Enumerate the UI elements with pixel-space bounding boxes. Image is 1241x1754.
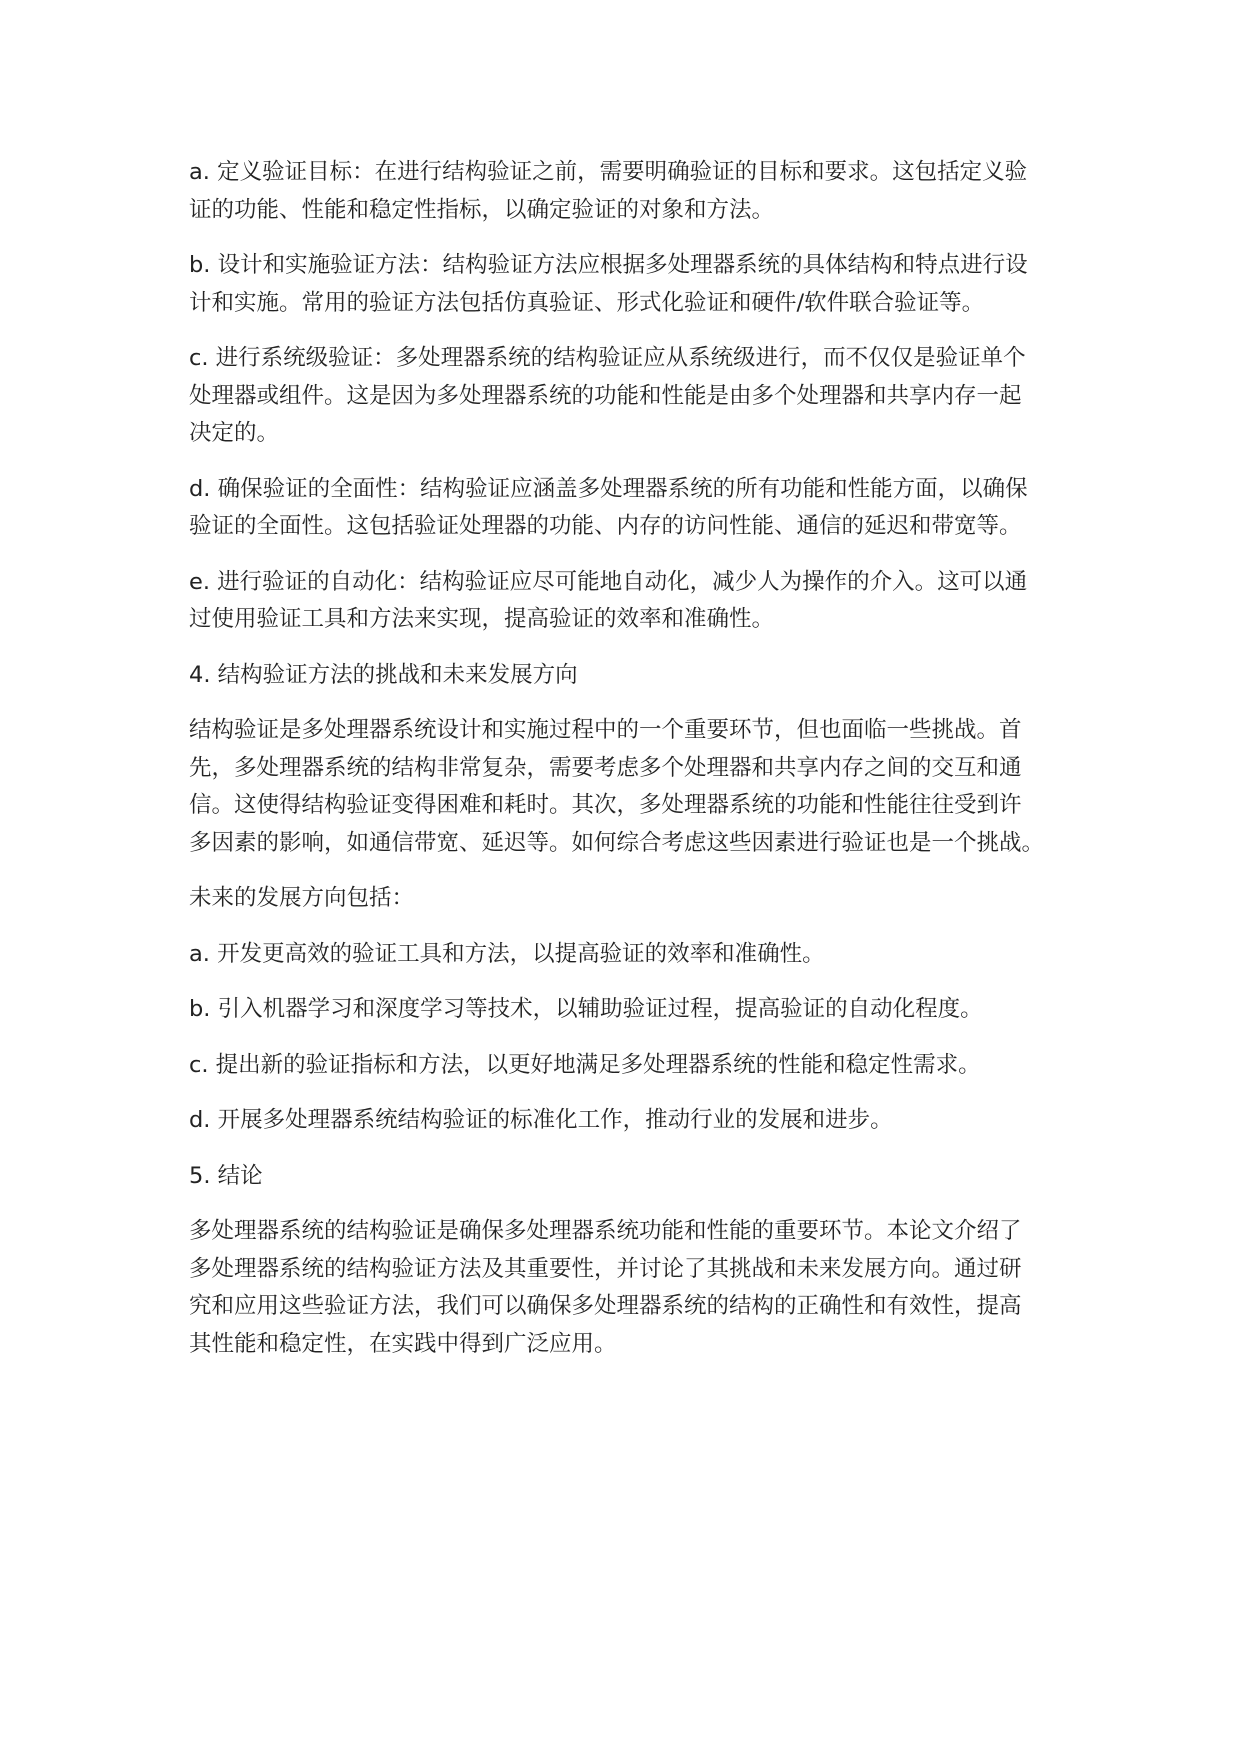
list-item-system-level xyxy=(189,340,1071,453)
text-line: 结构验证是多处理器系统设计和实施过程中的一个重要环节，但也面临一些挑战。首 xyxy=(189,717,1022,743)
list-item-coverage xyxy=(189,471,1071,546)
text-line: c. 提出新的验证指标和方法，以更好地满足多处理器系统的性能和稳定性需求。 xyxy=(189,1051,981,1078)
text-line: 信。这使得结构验证变得困难和耗时。其次，多处理器系统的功能和性能往往受到许 xyxy=(189,792,1022,818)
text-line: a. 开发更高效的验证工具和方法，以提高验证的效率和准确性。 xyxy=(189,940,825,967)
text-line: 先，多处理器系统的结构非常复杂，需要考虑多个处理器和共享内存之间的交互和通 xyxy=(189,754,1022,781)
body-paragraph-future-intro xyxy=(189,880,1071,918)
text-line: 多因素的影响，如通信带宽、延迟等。如何综合考虑这些因素进行验证也是一个挑战。 xyxy=(189,829,1045,856)
text-line: 多处理器系统的结构验证是确保多处理器系统功能和性能的重要环节。本论文介绍了 xyxy=(189,1218,1022,1244)
text-line: 处理器或组件。这是因为多处理器系统的功能和性能是由多个处理器和共享内存一起 xyxy=(189,382,1022,409)
list-item-design-methods xyxy=(189,247,1071,322)
text-line: 未来的发展方向包括： xyxy=(189,885,415,911)
text-line: 其性能和稳定性，在实践中得到广泛应用。 xyxy=(189,1330,617,1357)
list-item-automation xyxy=(189,564,1071,639)
text-line: a. 定义验证目标：在进行结构验证之前，需要明确验证的目标和要求。这包括定义验 xyxy=(189,159,1028,185)
text-line: 决定的。 xyxy=(189,420,280,446)
text-line: d. 开展多处理器系统结构验证的标准化工作，推动行业的发展和进步。 xyxy=(189,1107,893,1133)
list-item-standardization xyxy=(189,1102,1071,1140)
document-body xyxy=(189,154,1071,1381)
list-item-define-goals xyxy=(189,154,1071,229)
text-line: d. 确保验证的全面性：结构验证应涵盖多处理器系统的所有功能和性能方面，以确保 xyxy=(189,475,1028,502)
list-item-new-metrics xyxy=(189,1047,1071,1085)
body-paragraph-challenges xyxy=(189,712,1071,862)
section-heading-conclusion xyxy=(189,1158,1071,1196)
text-line: 究和应用这些验证方法，我们可以确保多处理器系统的结构的正确性和有效性，提高 xyxy=(189,1293,1022,1319)
text-line: 计和实施。常用的验证方法包括仿真验证、形式化验证和硬件/软件联合验证等。 xyxy=(189,289,985,316)
list-item-machine-learning xyxy=(189,991,1071,1029)
heading-text: 4. 结构验证方法的挑战和未来发展方向 xyxy=(189,661,578,688)
text-line: 多处理器系统的结构验证方法及其重要性，并讨论了其挑战和未来发展方向。通过研 xyxy=(189,1255,1022,1282)
text-line: e. 进行验证的自动化：结构验证应尽可能地自动化，减少人为操作的介入。这可以通 xyxy=(189,568,1028,595)
section-heading-challenges xyxy=(189,657,1071,695)
text-line: b. 设计和实施验证方法：结构验证方法应根据多处理器系统的具体结构和特点进行设 xyxy=(189,252,1028,278)
text-line: c. 进行系统级验证：多处理器系统的结构验证应从系统级进行，而不仅仅是验证单个 xyxy=(189,345,1026,371)
body-paragraph-conclusion xyxy=(189,1213,1071,1363)
heading-text: 5. 结论 xyxy=(189,1162,263,1189)
text-line: b. 引入机器学习和深度学习等技术，以辅助验证过程，提高验证的自动化程度。 xyxy=(189,996,983,1022)
text-line: 验证的全面性。这包括验证处理器的功能、内存的访问性能、通信的延迟和带宽等。 xyxy=(189,513,1022,539)
text-line: 证的功能、性能和稳定性指标，以确定验证的对象和方法。 xyxy=(189,196,775,223)
text-line: 过使用验证工具和方法来实现，提高验证的效率和准确性。 xyxy=(189,606,775,632)
list-item-tools xyxy=(189,936,1071,974)
